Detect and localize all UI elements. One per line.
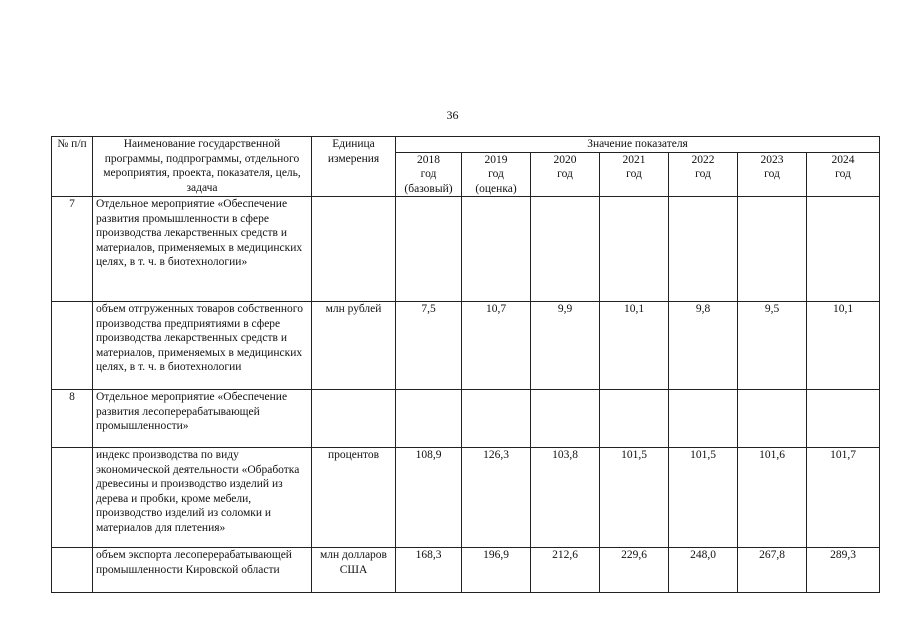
table-row (52, 390, 880, 448)
value-cell: 9,5 (738, 302, 807, 390)
header-year-2022 (669, 152, 738, 197)
row-number: 8 (52, 390, 93, 448)
value-cell: 10,1 (600, 302, 669, 390)
header-year-year: 2024 (831, 153, 855, 166)
value-cell (396, 197, 462, 302)
header-year-2024 (807, 152, 880, 197)
value-cell (600, 390, 669, 448)
value-cell (807, 197, 880, 302)
value-cell: 248,0 (669, 548, 738, 593)
header-year-year: 2019 (484, 153, 508, 166)
header-unit: Единица измерения (312, 137, 396, 197)
header-year-year: 2023 (760, 153, 784, 166)
header-year-year: 2020 (553, 153, 577, 166)
row-name: Отдельное мероприятие «Обеспечение развития лесоперерабатывающей промышленности» (93, 390, 312, 448)
header-name: Наименование государственной программы, подпрограммы, отдельного мероприятия, проекта, показателя, цель, задача (93, 137, 312, 197)
header-year-line2: год (488, 168, 504, 180)
value-cell: 229,6 (600, 548, 669, 593)
header-year-2019 (462, 152, 531, 197)
header-year-line2: год (835, 168, 851, 180)
value-cell (600, 197, 669, 302)
value-cell: 103,8 (531, 448, 600, 548)
row-unit: млн долларов США (312, 548, 396, 593)
row-name: индекс производства по виду экономической деятельности «Обработка древесины и производство изделий из дерева и пробки, кроме мебели, производство изделий из соломки и материалов для плетения» (93, 448, 312, 548)
header-year-2023 (738, 152, 807, 197)
page-number: 36 (446, 108, 459, 122)
value-cell: 10,1 (807, 302, 880, 390)
value-cell (396, 390, 462, 448)
value-cell (531, 390, 600, 448)
value-cell (738, 390, 807, 448)
value-cell: 101,5 (669, 448, 738, 548)
value-cell: 212,6 (531, 548, 600, 593)
row-number (52, 448, 93, 548)
table-row (52, 302, 880, 390)
row-unit (312, 390, 396, 448)
value-cell: 10,7 (462, 302, 531, 390)
value-cell (669, 390, 738, 448)
row-unit: млн рублей (312, 302, 396, 390)
header-values: Значение показателя (396, 137, 880, 153)
row-unit (312, 197, 396, 302)
header-year-2018 (396, 152, 462, 197)
value-cell: 7,5 (396, 302, 462, 390)
value-cell (462, 390, 531, 448)
header-year-line3: (базовый) (404, 182, 453, 195)
value-cell: 289,3 (807, 548, 880, 593)
header-year-line2: год (626, 168, 642, 180)
value-cell (669, 197, 738, 302)
value-cell: 101,7 (807, 448, 880, 548)
value-cell (462, 197, 531, 302)
row-number (52, 302, 93, 390)
value-cell: 168,3 (396, 548, 462, 593)
row-unit: процентов (312, 448, 396, 548)
value-cell: 101,6 (738, 448, 807, 548)
value-cell (807, 390, 880, 448)
header-year-year: 2022 (691, 153, 715, 166)
value-cell: 196,9 (462, 548, 531, 593)
row-name: Отдельное мероприятие «Обеспечение развития промышленности в сфере производства лекарственных средств и материалов, применяемых в медицинских целях, в т. ч. в биотехнологии» (93, 197, 312, 302)
value-cell: 9,9 (531, 302, 600, 390)
header-year-line2: год (695, 168, 711, 180)
header-year-line2: год (764, 168, 780, 180)
row-name: объем отгруженных товаров собственного производства предприятиями в сфере производства лекарственных средств и материалов, применяемых в медицинских целях, в т. ч. в биотехнологии (93, 302, 312, 390)
row-number (52, 548, 93, 593)
header-num: № п/п (52, 137, 93, 197)
indicator-table (51, 136, 880, 593)
table-row (52, 448, 880, 548)
value-cell (531, 197, 600, 302)
header-year-line2: год (557, 168, 573, 180)
header-year-line3: (оценка) (475, 182, 517, 195)
header-year-line2: год (420, 168, 437, 180)
header-year-2020 (531, 152, 600, 197)
value-cell: 267,8 (738, 548, 807, 593)
header-year-year: 2021 (622, 153, 646, 166)
value-cell: 126,3 (462, 448, 531, 548)
row-name: объем экспорта лесоперерабатывающей промышленности Кировской области (93, 548, 312, 593)
header-year-year: 2018 (417, 153, 440, 166)
value-cell: 9,8 (669, 302, 738, 390)
header-year-2021 (600, 152, 669, 197)
value-cell (738, 197, 807, 302)
row-number: 7 (52, 197, 93, 302)
value-cell: 108,9 (396, 448, 462, 548)
table-row (52, 548, 880, 593)
table-row (52, 197, 880, 302)
value-cell: 101,5 (600, 448, 669, 548)
